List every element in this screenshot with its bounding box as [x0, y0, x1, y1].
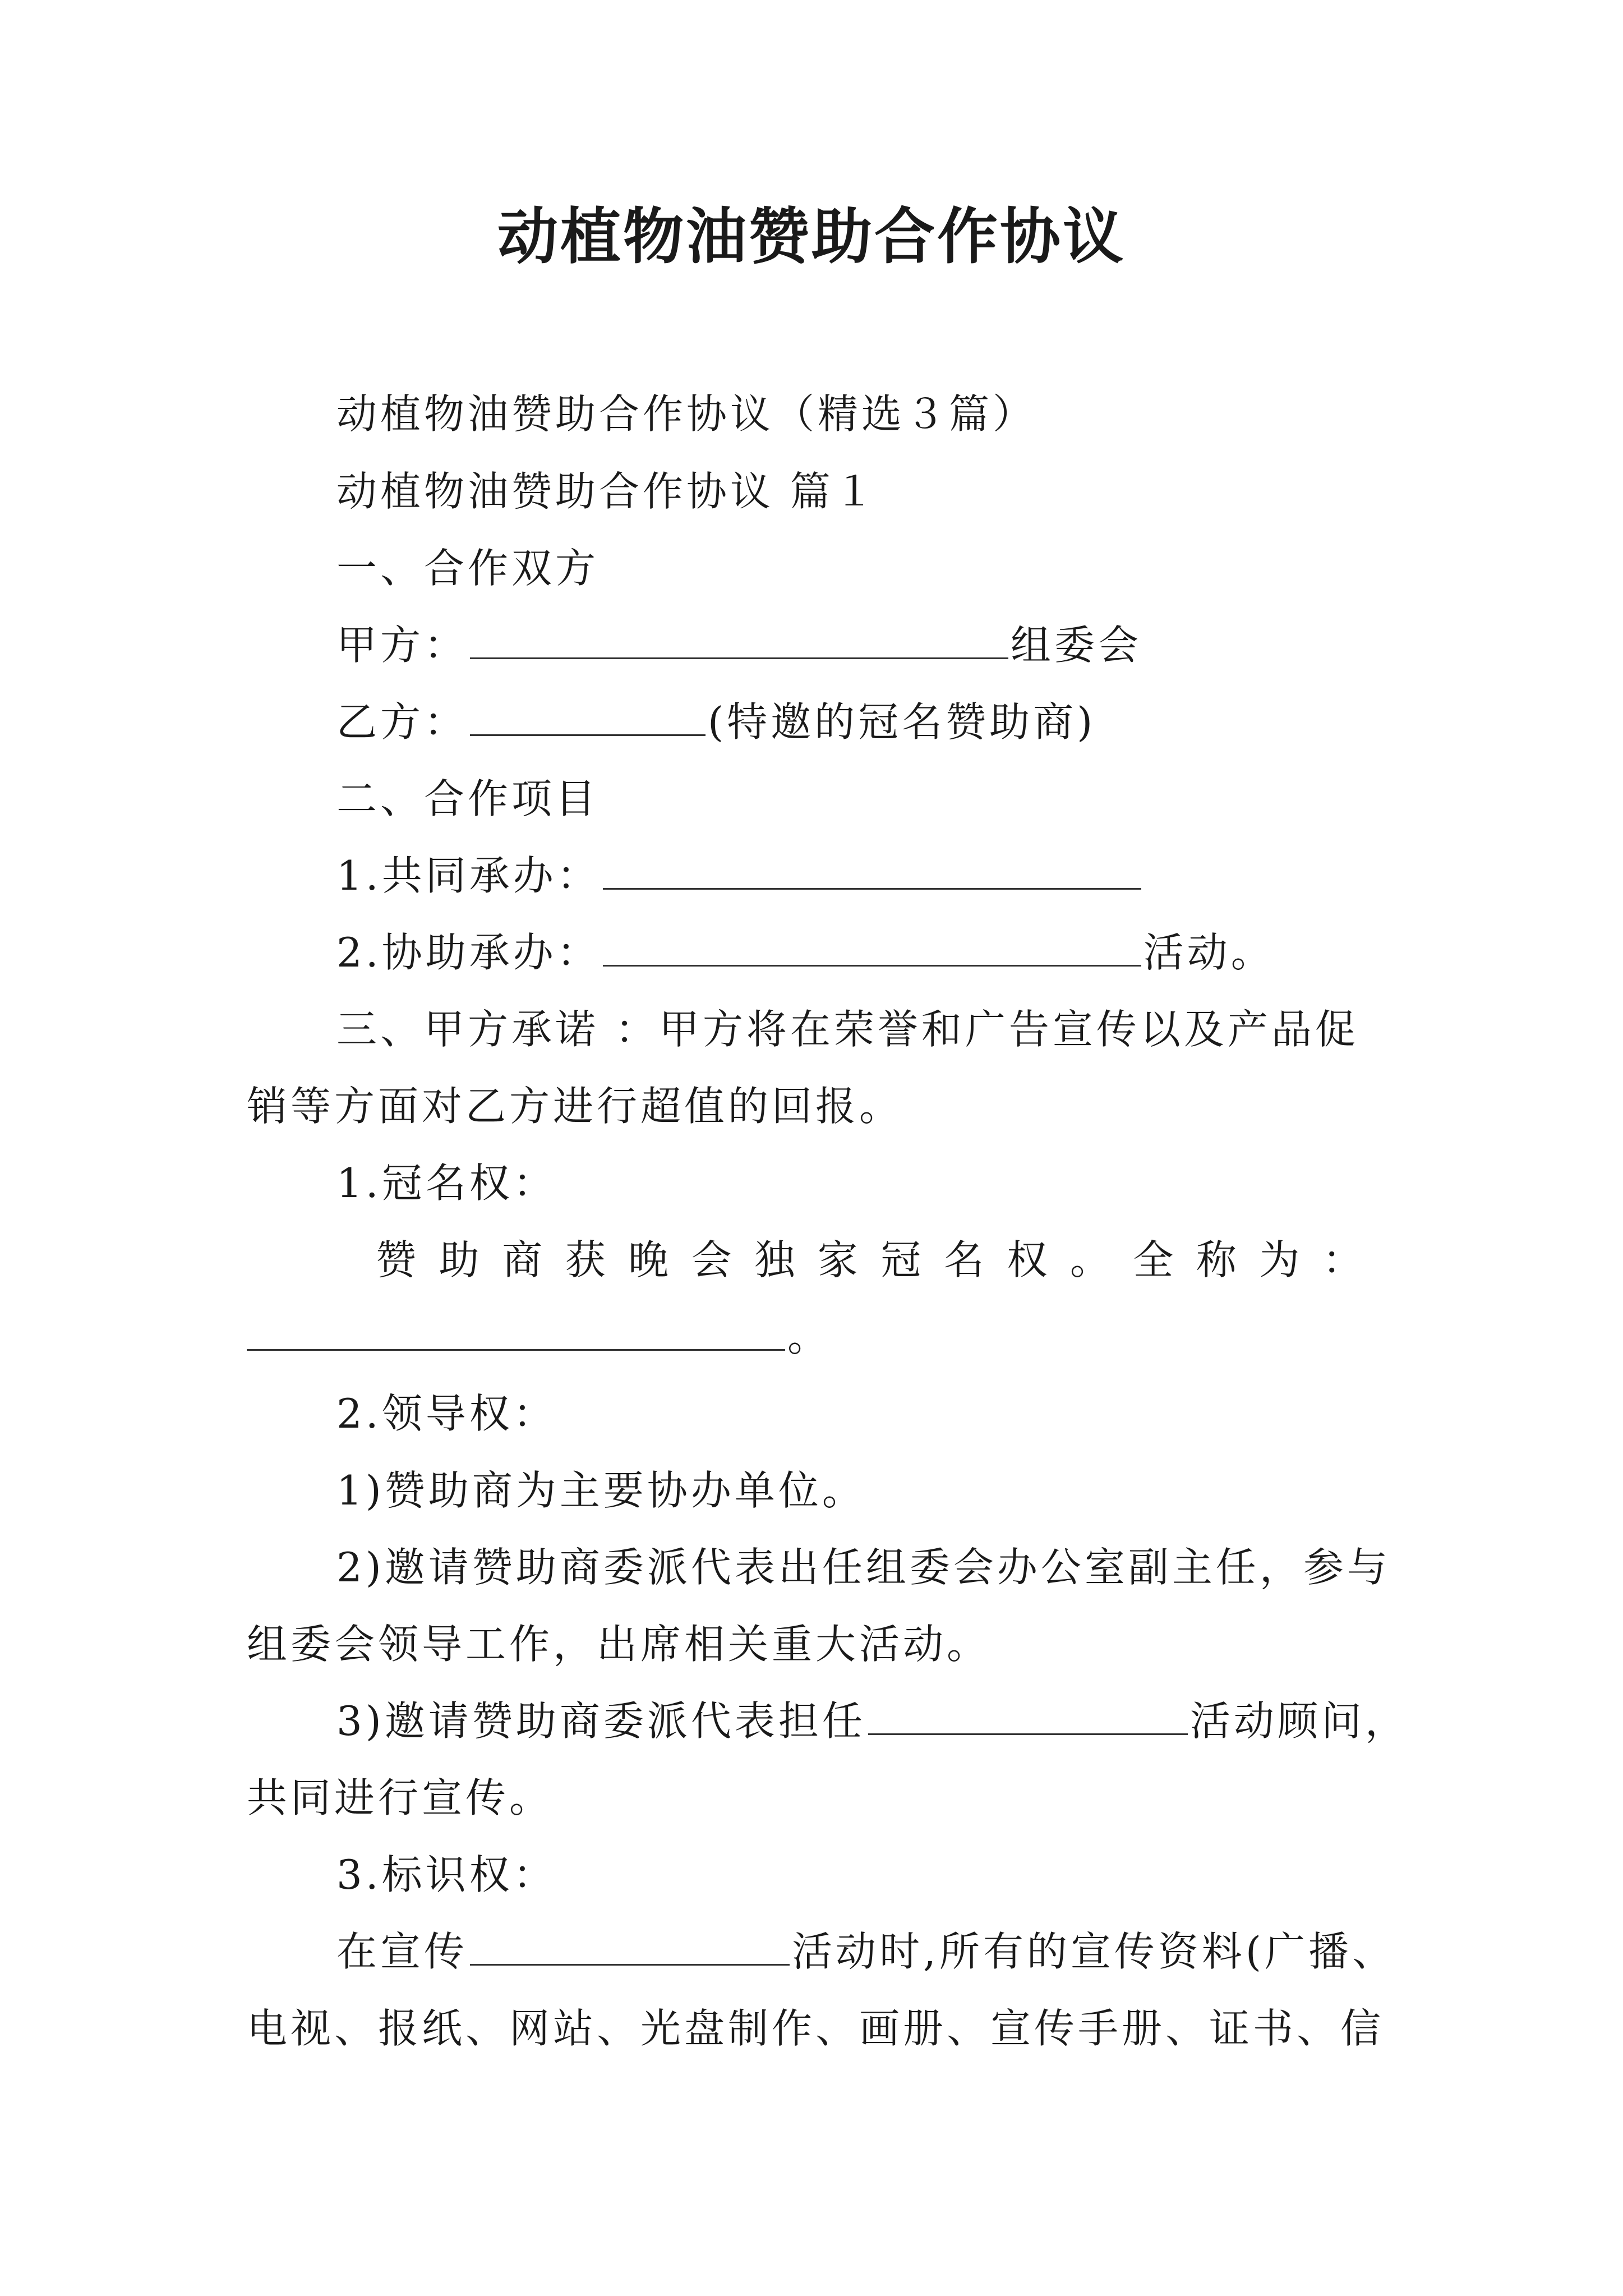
advisor-blank [868, 1699, 1188, 1735]
naming-char: 。 [1069, 1236, 1110, 1283]
party-b-label: 乙方： [336, 698, 468, 746]
co-host-blank [603, 853, 1141, 890]
naming-char: 名 [943, 1236, 984, 1283]
leadership-item-2-line-2: 组委会领导工作，出席相关重大活动。 [247, 1621, 991, 1668]
naming-char: 为 [1259, 1236, 1300, 1283]
leadership-item-2-line-1: 2)邀请赞助商委派代表出任组委会办公室副主任，参与 [336, 1544, 1391, 1591]
advisor-suffix: 活动顾问， [1189, 1697, 1409, 1745]
full-name-blank [247, 1314, 785, 1351]
naming-char: 晚 [628, 1236, 669, 1283]
promo-label: 在宣传 [336, 1928, 468, 1975]
logo-rights-line-2: 电视、报纸、网站、光盘制作、画册、宣传手册、证书、信 [247, 2005, 1385, 2052]
assist-host-suffix: 活动。 [1143, 929, 1275, 976]
assist-host-blank [603, 930, 1141, 967]
party-a-blank [470, 623, 1008, 659]
assist-host-line [336, 924, 1275, 981]
full-name-suffix: 。 [787, 1313, 832, 1360]
party-b-suffix: (特邀的冠名赞助商) [708, 698, 1096, 746]
party-a-line [336, 617, 1142, 673]
section-heading-parties: 一、合作双方 [336, 545, 600, 592]
naming-rights-heading: 1.冠名权： [336, 1159, 557, 1207]
naming-char: 助 [439, 1236, 479, 1283]
naming-char: 全 [1133, 1236, 1174, 1283]
logo-rights-line-1 [336, 1924, 1396, 1980]
party-b-blank [470, 700, 706, 736]
naming-char: 权 [1007, 1236, 1048, 1283]
leadership-item-1: 1)赞助商为主要协办单位。 [336, 1467, 866, 1514]
promo-suffix: 活动时,所有的宣传资料(广播、 [792, 1928, 1396, 1975]
party-a-promise-line-1: 三、甲方承诺 ：甲方将在荣誉和广告宣传以及产品促 [336, 1006, 1359, 1053]
naming-char: 会 [691, 1236, 732, 1283]
leadership-item-3-line-1 [336, 1693, 1409, 1749]
section-heading-projects: 二、合作项目 [336, 775, 600, 822]
assist-host-label: 2.协助承办： [336, 929, 601, 976]
naming-char: 家 [817, 1236, 858, 1283]
document-title: 动植物油赞助合作协议 [497, 201, 1126, 272]
naming-char: 赞 [376, 1236, 417, 1283]
co-host-label: 1.共同承办： [336, 852, 601, 899]
promo-blank [470, 1929, 790, 1966]
advisor-label: 3)邀请赞助商委派代表担任 [336, 1697, 866, 1745]
party-b-line [336, 694, 1096, 750]
full-name-line [247, 1309, 831, 1365]
party-a-suffix: 组委会 [1011, 622, 1142, 669]
naming-rights-text [376, 1232, 1363, 1288]
naming-char: 获 [565, 1236, 606, 1283]
naming-char: 称 [1196, 1236, 1237, 1283]
leadership-heading: 2.领导权： [336, 1390, 557, 1437]
subtitle-part-1: 动植物油赞助合作协议 篇１ [336, 468, 878, 515]
subtitle-selection: 动植物油赞助合作协议（精选３篇） [336, 390, 1037, 438]
co-host-line [336, 848, 1144, 904]
party-a-promise-line-2: 销等方面对乙方进行超值的回报。 [247, 1083, 903, 1130]
logo-rights-heading: 3.标识权： [336, 1851, 557, 1898]
party-a-label: 甲方： [336, 622, 468, 669]
naming-char: 商 [502, 1236, 543, 1283]
naming-char: 独 [754, 1236, 795, 1283]
naming-char: ： [1322, 1236, 1363, 1283]
leadership-item-3-line-2: 共同进行宣传。 [247, 1774, 554, 1821]
naming-char: 冠 [880, 1236, 921, 1283]
